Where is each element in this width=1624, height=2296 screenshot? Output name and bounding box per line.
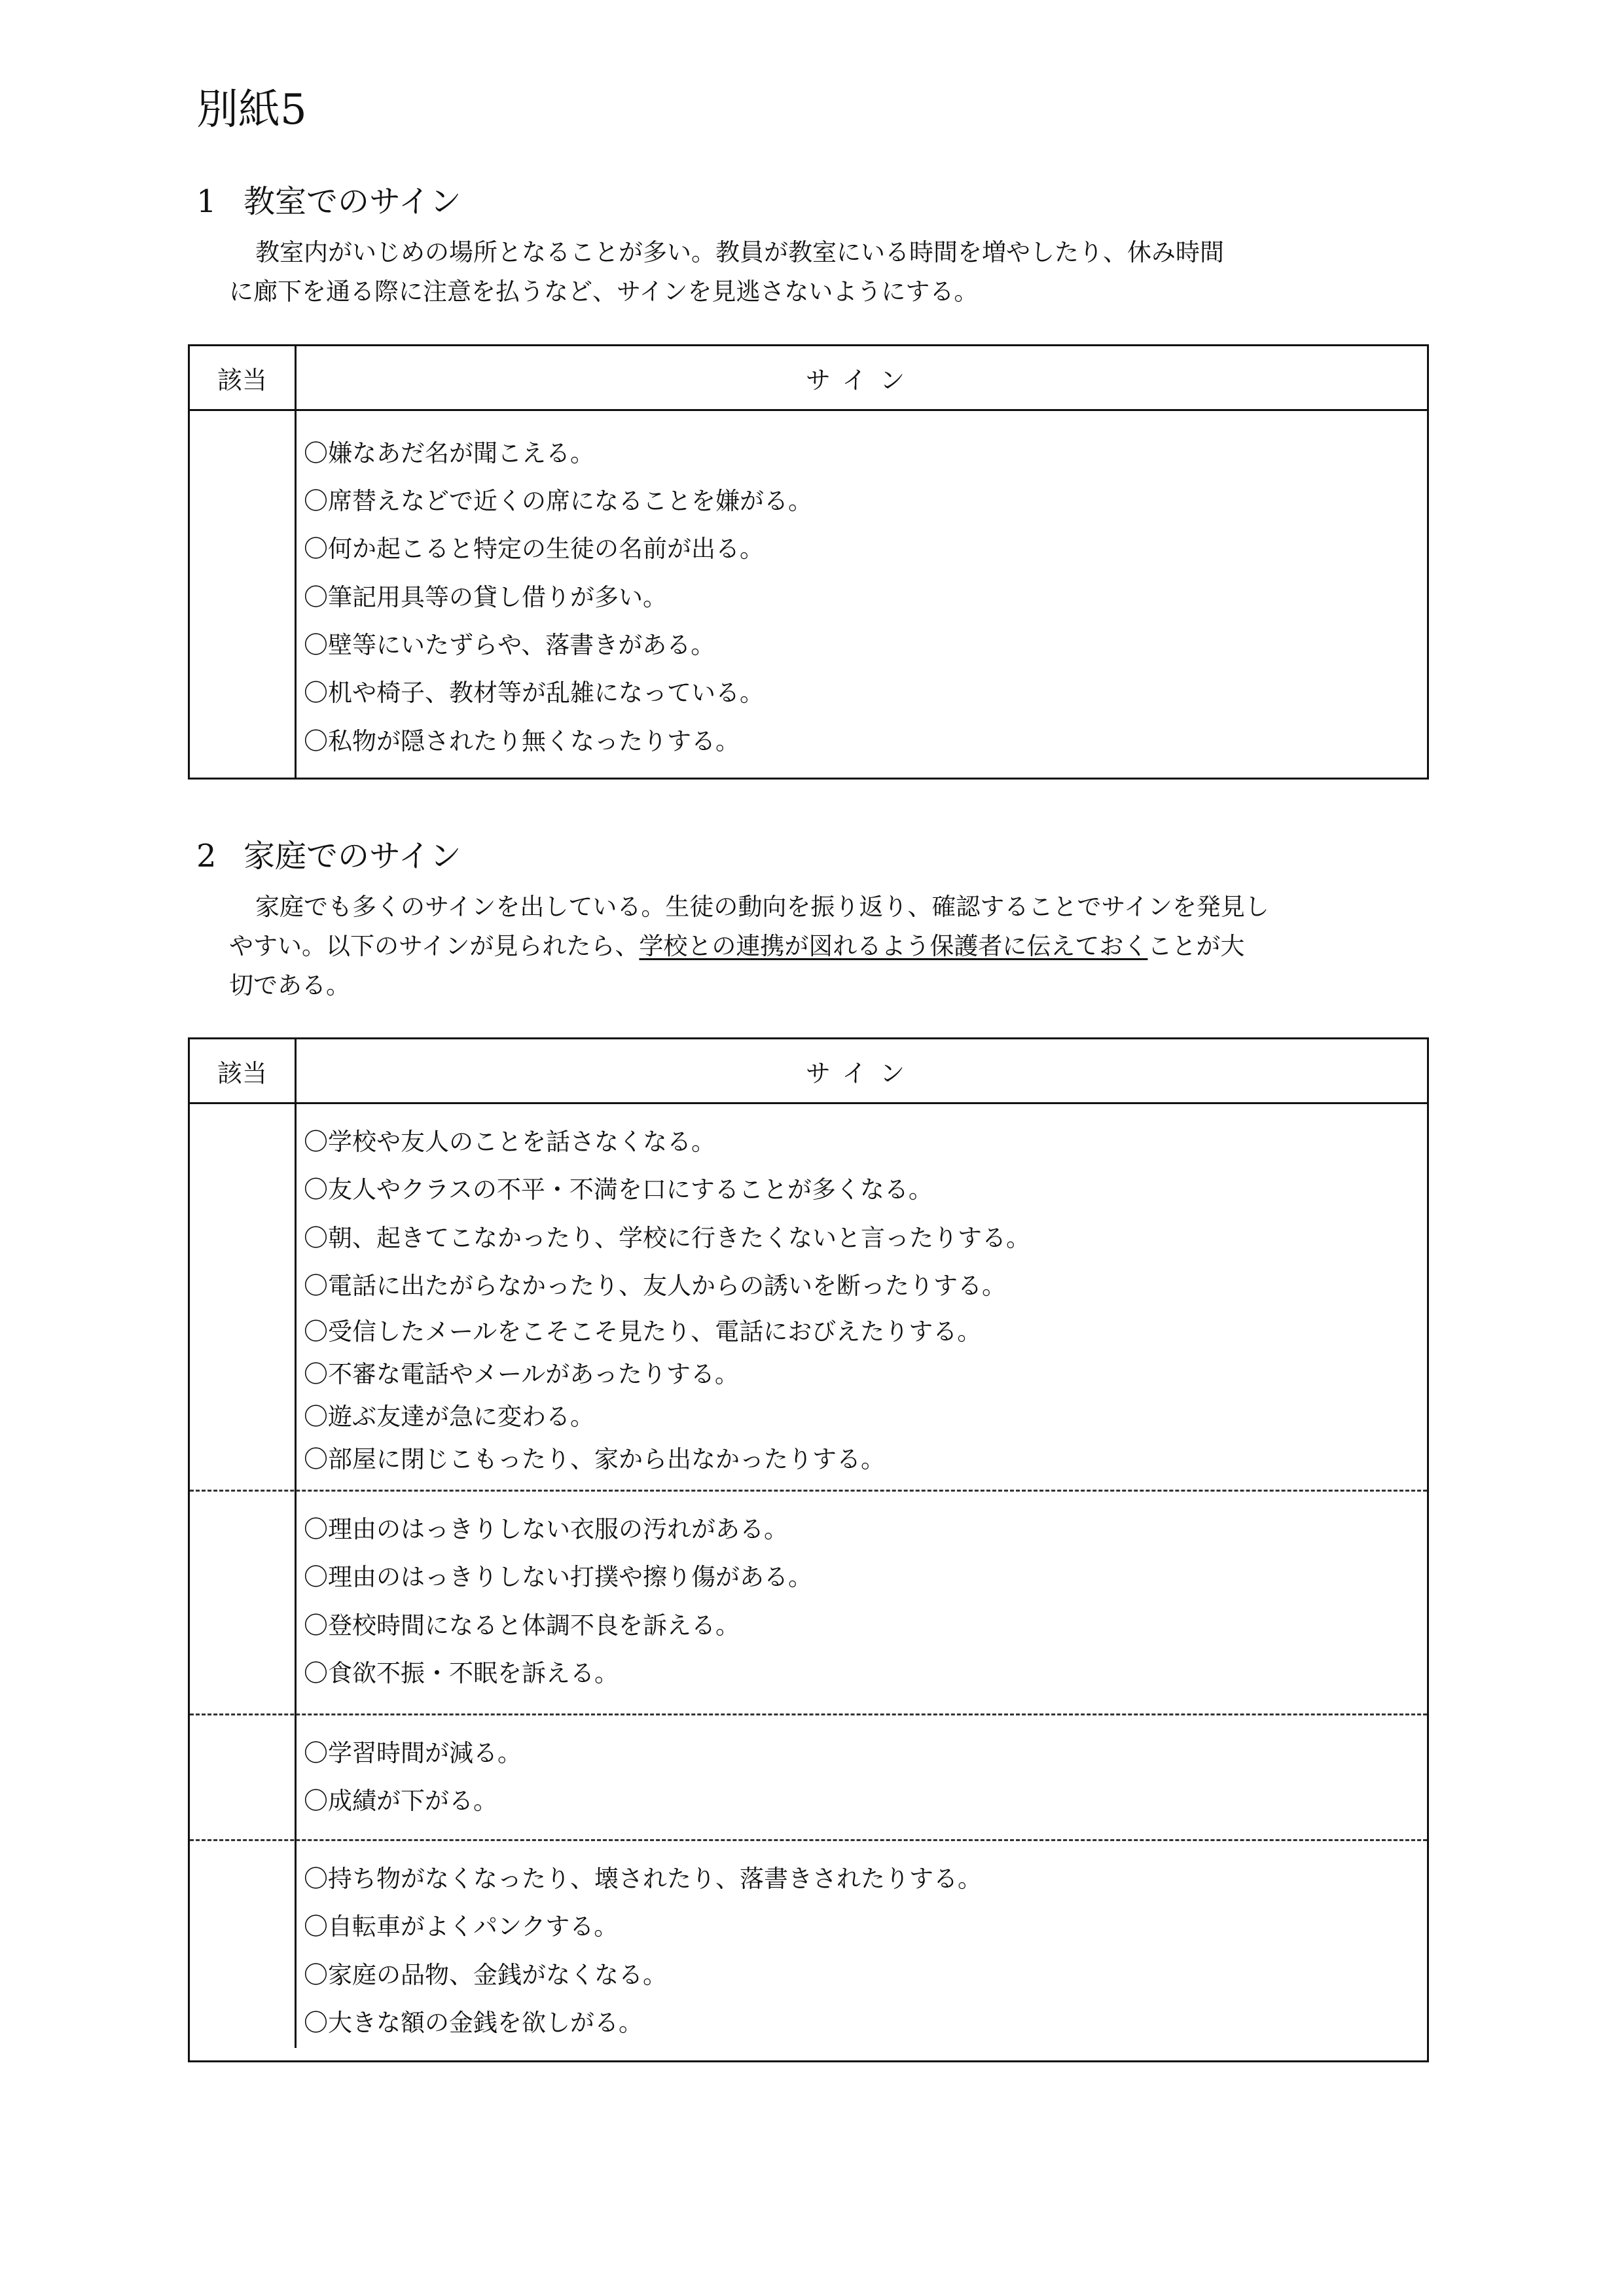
sign-item: 〇理由のはっきりしない衣服の汚れがある。 [304,1515,788,1543]
para-text: やすい。以下のサインが見られたら、 [229,932,640,960]
sign-item: 〇不審な電話やメールがあったりする。 [304,1360,739,1388]
sign-item: 〇家庭の品物、金銭がなくなる。 [304,1961,667,1989]
section1-paragraph [229,233,1342,312]
section1-para-line1: 教室内がいじめの場所となることが多い。教員が教室にいる時間を増やしたり、休み時間 [255,238,1224,266]
section1-title: 教室でのサイン [244,183,461,220]
sign-item: 〇友人やクラスの不平・不満を口にすることが多くなる。 [304,1175,933,1204]
sign-item: 〇壁等にいたずらや、落書きがある。 [304,631,715,659]
sign-item: 〇食欲不振・不眠を訴える。 [304,1659,619,1687]
sign-item: 〇成績が下がる。 [304,1787,497,1815]
section2-title: 家庭でのサイン [244,838,461,874]
check-cell[interactable] [190,411,295,778]
section2-para-line3: 切である。 [229,971,350,999]
sign-item: 〇電話に出たがらなかったり、友人からの誘いを断ったりする。 [304,1272,1006,1300]
sign-group-2 [190,1492,1427,1714]
sign-item: 〇学校や友人のことを話さなくなる。 [304,1128,715,1156]
sign-item: 〇遊ぶ友達が急に変わる。 [304,1403,594,1431]
sign-item: 〇朝、起きてこなかったり、学校に行きたくないと言ったりする。 [304,1224,1030,1252]
section2-number: 2 [196,838,217,874]
sign-item: 〇何か起こると特定の生徒の名前が出る。 [304,535,764,563]
check-cell[interactable] [190,1492,295,1714]
sign-group-3 [190,1715,1427,1839]
sign-item: 〇嫌なあだ名が聞こえる。 [304,439,594,467]
check-cell[interactable] [190,1715,295,1839]
sign-item: 〇筆記用具等の貸し借りが多い。 [304,583,667,611]
sign-item: 〇席替えなどで近くの席になることを嫌がる。 [304,487,812,515]
section2-para-line1: 家庭でも多くのサインを出している。生徒の動向を振り返り、確認することでサインを発見し [255,893,1269,921]
page-title: 別紙5 [196,86,307,134]
sign-item: 〇自転車がよくパンクする。 [304,1912,619,1941]
sign-item: 〇学習時間が減る。 [304,1739,522,1767]
sign-group-1 [190,1104,1427,1475]
header-sign: サイン [805,1058,918,1088]
para-text: ことが大 [1147,932,1245,960]
sign-item: 〇登校時間になると体調不良を訴える。 [304,1611,740,1640]
section2-heading [196,835,461,877]
table-header [190,346,1427,411]
header-gaitou: 該当 [217,1058,267,1088]
section2-sign-table [188,1037,1429,2062]
section2-para-line2 [229,927,1342,966]
table-header [190,1039,1427,1104]
section1-sign-table [188,344,1429,780]
check-cell[interactable] [190,1104,295,1475]
sign-item: 〇部屋に閉じこもったり、家から出なかったりする。 [304,1445,885,1473]
sign-group-4 [190,1841,1427,2051]
section1-para-line2: に廊下を通る際に注意を払うなど、サインを見逃さないようにする。 [229,278,979,306]
sign-item: 〇机や椅子、教材等が乱雑になっている。 [304,679,764,707]
check-cell[interactable] [190,1841,295,2051]
para-underlined-text: 学校との連携が図れるよう保護者に伝えておく [639,932,1148,960]
sign-item: 〇持ち物がなくなったり、壊されたり、落書きされたりする。 [304,1865,982,1893]
sign-item: 〇大きな額の金銭を欲しがる。 [304,2009,643,2037]
header-sign: サイン [805,365,918,395]
sign-item: 〇理由のはっきりしない打撲や擦り傷がある。 [304,1563,812,1591]
sign-item: 〇私物が隠されたり無くなったりする。 [304,727,740,755]
sign-item: 〇受信したメールをこそこそ見たり、電話におびえたりする。 [304,1318,982,1346]
section2-paragraph [229,888,1342,1005]
header-gaitou: 該当 [217,365,267,395]
section1-heading [196,181,461,223]
sign-group-1 [190,411,1427,778]
section1-number: 1 [196,183,217,220]
